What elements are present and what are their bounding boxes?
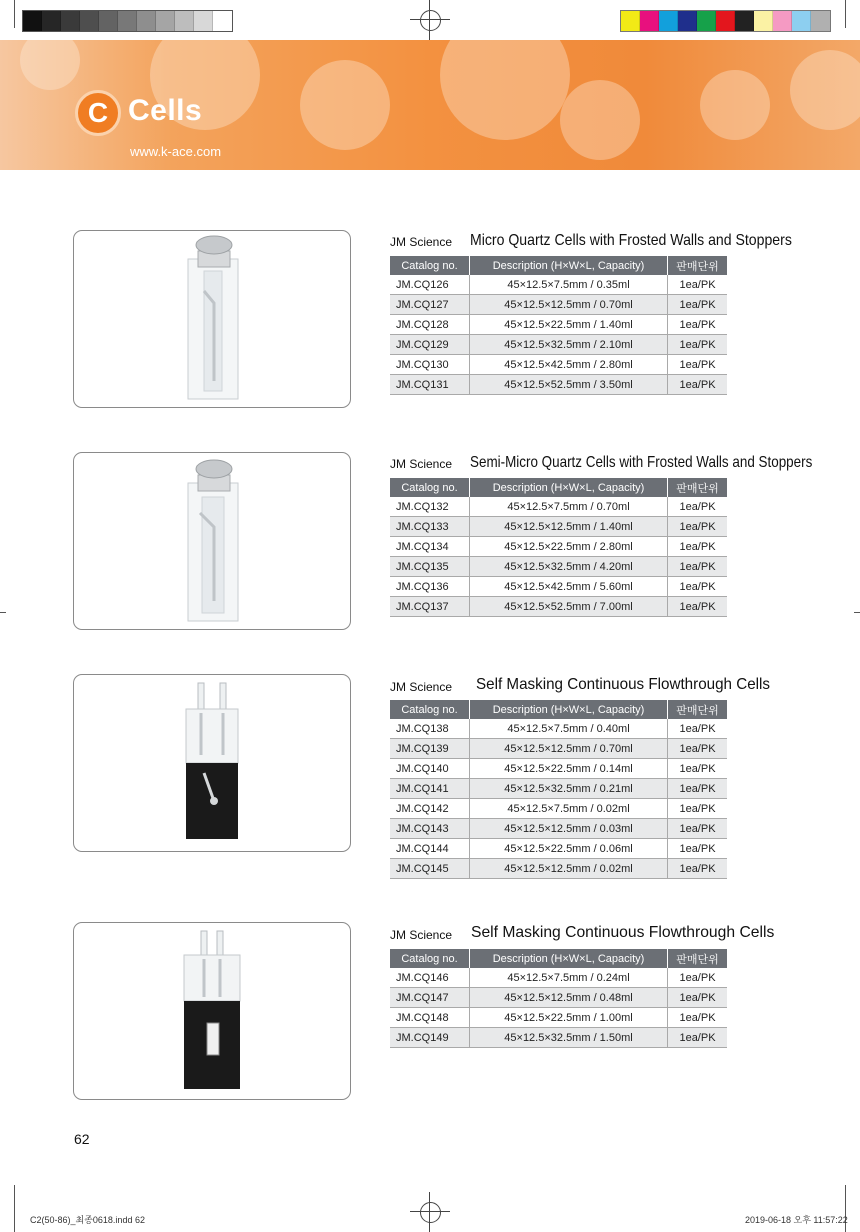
catalog-cell: JM.CQ129 [390,335,470,355]
trim-mark [845,0,846,28]
section-letter-badge: C [75,90,121,136]
color-swatch [61,11,80,31]
color-swatch [175,11,194,31]
bokeh-circle [20,40,80,90]
unit-cell: 1ea/PK [668,275,728,295]
table-row [390,315,727,335]
trim-mark [14,1185,15,1232]
description-cell: 45×12.5×42.5mm / 2.80ml [470,355,668,375]
unit-cell: 1ea/PK [668,557,728,577]
registration-mark-bottom [410,1192,450,1232]
semi-micro-quartz-cell-icon [74,453,352,631]
table-row [390,799,727,819]
table-row [390,355,727,375]
table-row [390,497,727,517]
header-catalog: Catalog no. [390,700,470,719]
catalog-cell: JM.CQ141 [390,779,470,799]
unit-cell: 1ea/PK [668,517,728,537]
header-unit: 판매단위 [668,949,728,968]
unit-cell: 1ea/PK [668,719,728,739]
bokeh-circle [790,50,860,130]
unit-cell: 1ea/PK [668,739,728,759]
header-description: Description (H×W×L, Capacity) [470,478,668,497]
header-catalog: Catalog no. [390,949,470,968]
header-description: Description (H×W×L, Capacity) [470,949,668,968]
unit-cell: 1ea/PK [668,988,728,1008]
file-slug: C2(50-86)_최종0618.indd 62 [30,1215,145,1225]
spec-table [390,478,727,617]
bokeh-circle [560,80,640,160]
catalog-cell: JM.CQ148 [390,1008,470,1028]
grayscale-color-bar [22,10,233,32]
table-row [390,859,727,879]
unit-cell: 1ea/PK [668,1028,728,1048]
description-cell: 45×12.5×22.5mm / 1.40ml [470,315,668,335]
unit-cell: 1ea/PK [668,497,728,517]
description-cell: 45×12.5×32.5mm / 0.21ml [470,779,668,799]
color-swatch [640,11,659,31]
description-cell: 45×12.5×12.5mm / 0.48ml [470,988,668,1008]
color-swatch [678,11,697,31]
color-swatch [697,11,716,31]
description-cell: 45×12.5×7.5mm / 0.70ml [470,497,668,517]
catalog-cell: JM.CQ127 [390,295,470,315]
product-photo-frame [73,230,351,408]
description-cell: 45×12.5×12.5mm / 0.70ml [470,739,668,759]
catalog-cell: JM.CQ136 [390,577,470,597]
product-photo-frame [73,674,351,852]
catalog-cell: JM.CQ149 [390,1028,470,1048]
table-row [390,335,727,355]
table-row [390,577,727,597]
unit-cell: 1ea/PK [668,968,728,988]
table-row [390,988,727,1008]
bokeh-circle [300,60,390,150]
catalog-cell: JM.CQ135 [390,557,470,577]
unit-cell: 1ea/PK [668,839,728,859]
print-timestamp: 2019-06-18 오후 11:57:22 [745,1215,848,1225]
product-brand: JM Science [390,680,453,694]
catalog-cell: JM.CQ146 [390,968,470,988]
description-cell: 45×12.5×12.5mm / 0.03ml [470,819,668,839]
registration-mark-top [410,0,450,40]
unit-cell: 1ea/PK [668,597,728,617]
catalog-cell: JM.CQ132 [390,497,470,517]
catalog-cell: JM.CQ130 [390,355,470,375]
color-swatch [156,11,175,31]
unit-cell: 1ea/PK [668,375,728,395]
trim-mark [854,612,860,613]
description-cell: 45×12.5×7.5mm / 0.02ml [470,799,668,819]
description-cell: 45×12.5×32.5mm / 2.10ml [470,335,668,355]
description-cell: 45×12.5×12.5mm / 0.02ml [470,859,668,879]
description-cell: 45×12.5×7.5mm / 0.35ml [470,275,668,295]
description-cell: 45×12.5×52.5mm / 3.50ml [470,375,668,395]
product-title: Micro Quartz Cells with Frosted Walls and Stoppers [470,232,792,249]
header-description: Description (H×W×L, Capacity) [470,256,668,275]
unit-cell: 1ea/PK [668,1008,728,1028]
catalog-cell: JM.CQ137 [390,597,470,617]
table-row [390,275,727,295]
color-swatch [716,11,735,31]
color-swatch [118,11,137,31]
table-row [390,968,727,988]
unit-cell: 1ea/PK [668,759,728,779]
header-unit: 판매단위 [668,700,728,719]
catalog-cell: JM.CQ131 [390,375,470,395]
catalog-cell: JM.CQ133 [390,517,470,537]
page-number: 62 [74,1131,90,1147]
unit-cell: 1ea/PK [668,819,728,839]
table-row [390,557,727,577]
table-row [390,759,727,779]
header-catalog: Catalog no. [390,478,470,497]
table-row [390,1008,727,1028]
micro-quartz-cell-icon [74,231,352,409]
spec-table [390,256,727,395]
color-swatch [194,11,213,31]
header-unit: 판매단위 [668,256,728,275]
unit-cell: 1ea/PK [668,577,728,597]
unit-cell: 1ea/PK [668,295,728,315]
spec-table [390,949,727,1048]
catalog-cell: JM.CQ126 [390,275,470,295]
color-swatch [792,11,811,31]
trim-mark [14,0,15,28]
table-row [390,739,727,759]
product-photo-frame [73,452,351,630]
product-brand: JM Science [390,457,453,471]
unit-cell: 1ea/PK [668,537,728,557]
color-swatch [811,11,830,31]
table-row [390,779,727,799]
color-swatch [42,11,61,31]
description-cell: 45×12.5×22.5mm / 0.14ml [470,759,668,779]
catalog-cell: JM.CQ147 [390,988,470,1008]
header-unit: 판매단위 [668,478,728,497]
process-color-bar [620,10,831,32]
flowthrough-window-cell-icon [74,923,352,1101]
product-brand: JM Science [390,928,453,942]
description-cell: 45×12.5×32.5mm / 1.50ml [470,1028,668,1048]
table-row [390,597,727,617]
color-swatch [99,11,118,31]
spec-table [390,700,727,879]
table-row [390,517,727,537]
description-cell: 45×12.5×52.5mm / 7.00ml [470,597,668,617]
catalog-cell: JM.CQ128 [390,315,470,335]
color-swatch [773,11,792,31]
table-row [390,537,727,557]
product-photo-frame [73,922,351,1100]
unit-cell: 1ea/PK [668,335,728,355]
color-swatch [80,11,99,31]
description-cell: 45×12.5×32.5mm / 4.20ml [470,557,668,577]
table-row [390,295,727,315]
table-row [390,819,727,839]
catalog-cell: JM.CQ145 [390,859,470,879]
header-description: Description (H×W×L, Capacity) [470,700,668,719]
description-cell: 45×12.5×7.5mm / 0.24ml [470,968,668,988]
catalog-cell: JM.CQ144 [390,839,470,859]
description-cell: 45×12.5×42.5mm / 5.60ml [470,577,668,597]
table-row [390,839,727,859]
table-row [390,375,727,395]
description-cell: 45×12.5×12.5mm / 1.40ml [470,517,668,537]
description-cell: 45×12.5×12.5mm / 0.70ml [470,295,668,315]
website-url[interactable]: www.k-ace.com [130,144,222,159]
color-swatch [659,11,678,31]
table-row [390,719,727,739]
bokeh-circle [440,40,570,140]
catalog-cell: JM.CQ134 [390,537,470,557]
unit-cell: 1ea/PK [668,315,728,335]
color-swatch [137,11,156,31]
section-title: Cells [128,94,203,127]
color-swatch [213,11,232,31]
bokeh-circle [700,70,770,140]
product-brand: JM Science [390,235,453,249]
color-swatch [735,11,754,31]
table-row [390,1028,727,1048]
flowthrough-cell-icon [74,675,352,853]
description-cell: 45×12.5×7.5mm / 0.40ml [470,719,668,739]
product-title: Semi-Micro Quartz Cells with Frosted Walls and Stoppers [470,454,813,471]
color-swatch [23,11,42,31]
description-cell: 45×12.5×22.5mm / 1.00ml [470,1008,668,1028]
catalog-cell: JM.CQ140 [390,759,470,779]
color-swatch [621,11,640,31]
catalog-cell: JM.CQ139 [390,739,470,759]
description-cell: 45×12.5×22.5mm / 2.80ml [470,537,668,557]
color-swatch [754,11,773,31]
product-title: Self Masking Continuous Flowthrough Cells [476,676,771,693]
trim-mark [0,612,6,613]
unit-cell: 1ea/PK [668,859,728,879]
catalog-cell: JM.CQ142 [390,799,470,819]
catalog-cell: JM.CQ138 [390,719,470,739]
description-cell: 45×12.5×22.5mm / 0.06ml [470,839,668,859]
unit-cell: 1ea/PK [668,799,728,819]
unit-cell: 1ea/PK [668,355,728,375]
unit-cell: 1ea/PK [668,779,728,799]
header-catalog: Catalog no. [390,256,470,275]
product-title: Self Masking Continuous Flowthrough Cells [471,924,775,941]
catalog-cell: JM.CQ143 [390,819,470,839]
